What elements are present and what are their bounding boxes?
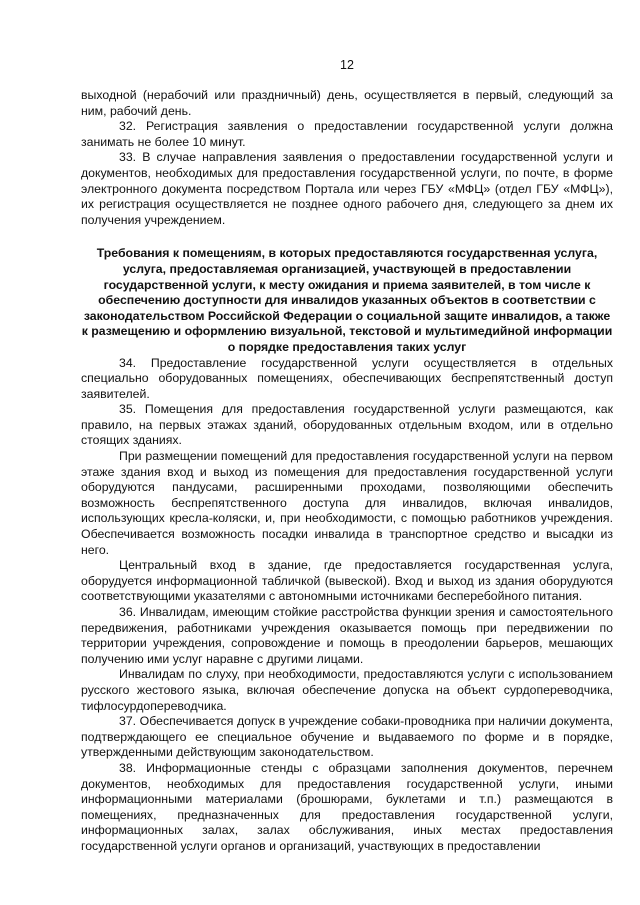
paragraph-35-ground-floor: При размещении помещений для предоставления государственной услуги на первом этаже здания вход и выход из помещения для предоставления государственной услуги оборудуются пандусами, расширенными проходами, позволяющими обеспечить возможность беспрепятственного доступа для инвалидов, включая инвалидов, использующих кресла-коляски, и, при необходимости, с помощью работников учреждения. Обеспечивается возможность посадки инвалида в транспортное средство и высадки из него. xyxy=(81,449,613,557)
paragraph-32: 32. Регистрация заявления о предоставлении государственной услуги должна занимать не более 10 минут. xyxy=(81,119,613,149)
paragraph-34: 34. Предоставление государственной услуги осуществляется в отдельных специально оборудованных помещениях, обеспечивающих беспрепятственный доступ заявителей. xyxy=(81,355,613,401)
section-heading: Требования к помещениям, в которых предоставляются государственная услуга, услуга, предоставляемая организацией, участвующей в предоставлении государственной услуги, к месту ожидания и приема заявителей, в том числе к обеспечению доступности для инвалидов указанных объектов в соответствии с законодательством Российской Федерации о социальной защите инвалидов, а также к размещению и оформлению визуальной, текстовой и мультимедийной информации о порядке предоставления таких услуг xyxy=(81,246,613,354)
page-number: 12 xyxy=(340,58,354,72)
paragraph-35-central-entrance: Центральный вход в здание, где предоставляется государственная услуга, оборудуется информационной табличкой (вывеской). Вход и выход из здания оборудуются соответствующими указателями с автономными источниками бесперебойного питания. xyxy=(81,558,613,604)
paragraph-35: 35. Помещения для предоставления государственной услуги размещаются, как правило, на первых этажах зданий, оборудованных отдельным входом, или в отдельно стоящих зданиях. xyxy=(81,402,613,448)
paragraph-33: 33. В случае направления заявления о предоставлении государственной услуги и документов, необходимых для предоставления государственной услуги, по почте, в форме электронного документа посредством Портала или через ГБУ «МФЦ» (отдел ГБУ «МФЦ»), их регистрация осуществляется не позднее одного рабочего дня, следующего за днем их получения учреждением. xyxy=(81,150,613,227)
paragraph-38: 38. Информационные стенды с образцами заполнения документов, перечнем документов, необходимых для предоставления государственной услуги, иными информационными материалами (брошюрами, буклетами и т.п.) размещаются в помещениях, предназначенных для предоставления государственной услуги, информационных залах, залах обслуживания, иных местах предоставления государственной услуги органов и организаций, участвующих в предоставлении xyxy=(81,760,613,853)
paragraph-continuation: выходной (нерабочий или праздничный) день, осуществляется в первый, следующий за ним, рабочий день. xyxy=(81,88,613,118)
paragraph-37: 37. Обеспечивается допуск в учреждение собаки-проводника при наличии документа, подтверждающего ее специальное обучение и выдаваемого по форме и в порядке, утвержденными действующим законодательством. xyxy=(81,714,613,760)
paragraph-36-hearing: Инвалидам по слуху, при необходимости, предоставляются услуги с использованием русского жестового языка, включая обеспечение допуска на объект сурдопереводчика, тифлосурдопереводчика. xyxy=(81,667,613,713)
paragraph-36: 36. Инвалидам, имеющим стойкие расстройства функции зрения и самостоятельного передвижения, работниками учреждения оказывается помощь при передвижении по территории учреждения, сопровождение и помощь в преодолении барьеров, мешающих получению ими услуг наравне с другими лицами. xyxy=(81,605,613,666)
